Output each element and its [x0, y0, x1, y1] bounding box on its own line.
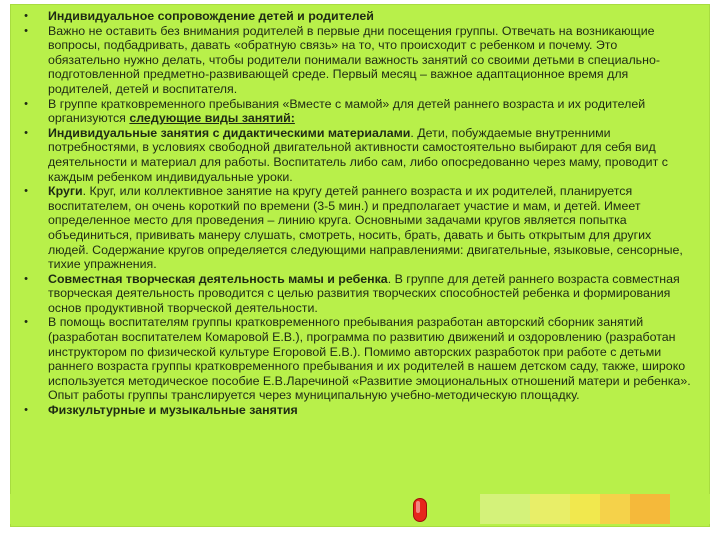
bullet-icon: • [24, 126, 28, 139]
item-heading: Физкультурные и музыкальные занятия [48, 403, 298, 418]
bullet-icon: • [24, 404, 28, 417]
list-item [20, 272, 692, 316]
list-item [20, 403, 692, 418]
bar-segment [570, 494, 600, 524]
item-lead: Индивидуальные занятия с дидактическими материалами [48, 125, 411, 140]
list-item [20, 126, 692, 184]
bar-segment [670, 494, 710, 524]
item-emphasis: следующие виды занятий: [129, 111, 295, 126]
bar-segment [10, 494, 480, 524]
item-lead: Круги [48, 184, 83, 199]
bar-segment [630, 494, 670, 524]
bar-segment [600, 494, 630, 524]
list-item [20, 184, 692, 272]
list-item [20, 315, 692, 403]
bar-segment [530, 494, 570, 524]
list-item [20, 9, 692, 24]
bullet-icon: • [24, 185, 28, 198]
bar-segment [480, 494, 530, 524]
list-item [20, 24, 692, 97]
decorative-color-bar [10, 494, 710, 524]
bullet-list [20, 9, 692, 418]
bullet-icon: • [24, 316, 28, 329]
bullet-icon: • [24, 10, 28, 22]
item-text: . Дети, побуждаемые внутренними потребностями, в условиях свободной двигательной активности самостоятельно выбирают для себя вид деятельности и материал для работы. Воспитатель либо сам, либо опосредованно через маму, проводит с каждым ребенком индивидуальные уроки. [48, 125, 668, 184]
item-text: В помощь воспитателям группы кратковременного пребывания разработан авторский сборник занятий (разработан воспитателем Комаровой Е.В.), программа по развитию движений и оздоровлению (разработан инструктором по физической культуре Егоровой Е.В.). Помимо авторских разработок при работе с детьми раннего возраста группы кратковременного пребывания и их родителей в нашем детском саду, также, широко используется методическое пособие Е.В.Ларечиной «Развитие эмоциональных отношений матери и ребенка». Опыт работы группы транслируется через муниципальную учебно-методическую площадку. [48, 315, 691, 403]
item-text: . В группе для детей раннего возраста совместная творческая деятельность проводится с целью развития творческих способностей ребенка и формирования основ продуктивной творческой деятельности. [48, 271, 680, 315]
item-text: В группе кратковременного пребывания «Вместе с мамой» для детей раннего возраста и их родителей организуются [48, 96, 646, 126]
item-text: Важно не оставить без внимания родителей в первые дни посещения группы. Отвечать на возникающие вопросы, подбадривать, давать «обратную связь» на то, что происходит с ребенком и почему. Это обязательно нужно делать, чтобы родители понимали важность занятий со своими детьми в специально-подготовленной предметно-развивающей среде. Первый месяц – важное адаптационное время для родителей, детей и воспитателя. [48, 23, 660, 96]
item-lead: Совместная творческая деятельность мамы и ребенка [48, 271, 388, 286]
red-pill-marker [413, 498, 427, 522]
bullet-icon: • [24, 272, 28, 285]
item-heading: Индивидуальное сопровождение детей и родителей [48, 9, 374, 23]
bullet-icon: • [24, 24, 28, 37]
bullet-icon: • [24, 97, 28, 110]
item-text: . Круг, или коллективное занятие на кругу детей раннего возраста и их родителей, планируется воспитателем, он очень короткий по времени (3-5 мин.) и предполагает участие и мам, и детей. Имеет определенное место для проведения – линию круга. Основными задачами кругов является попытка объединиться, прививать манеру слушать, смотреть, носить, брать, давать и быть открытым для других людей. Содержание кругов определяется следующими направлениями: двигательные, языковые, сенсорные, тихие упражнения. [48, 184, 683, 272]
list-item [20, 97, 692, 126]
